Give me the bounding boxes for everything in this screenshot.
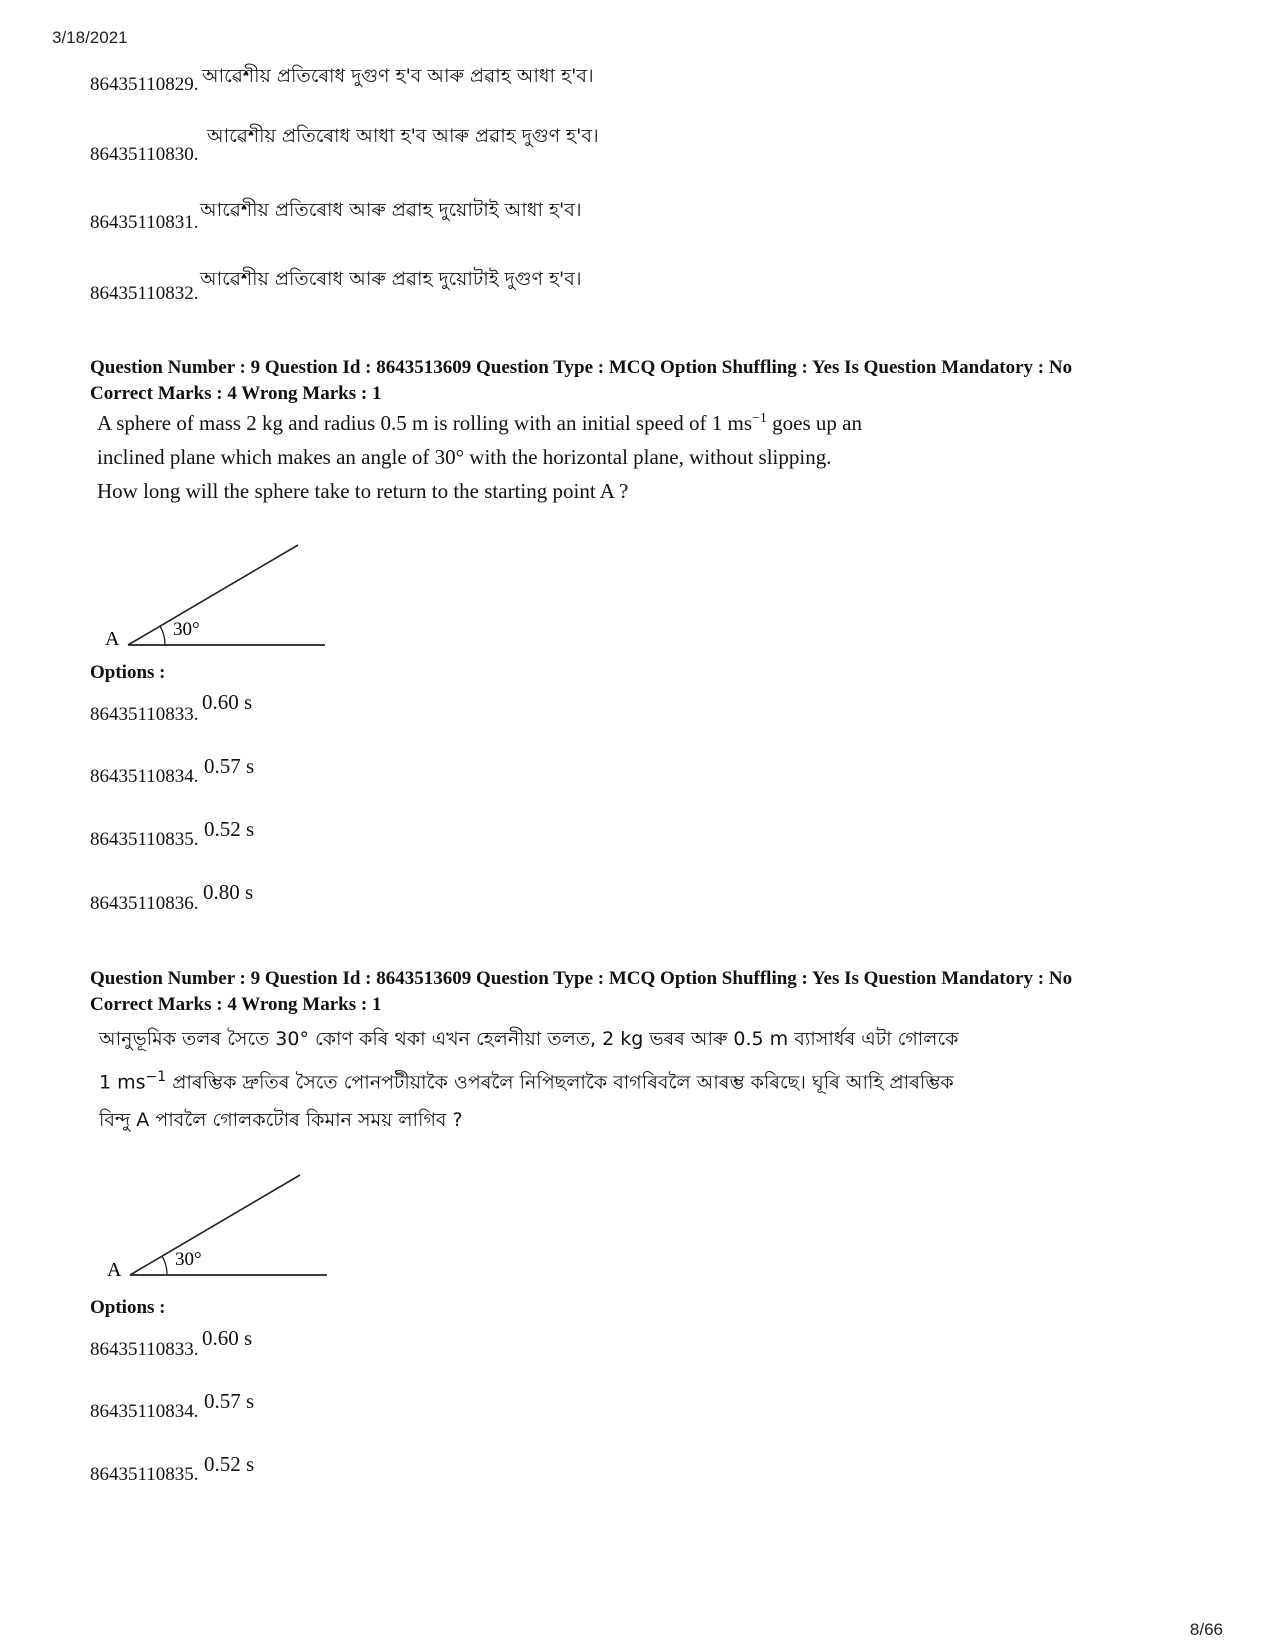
option-id: 86435110836. [90, 893, 199, 914]
angle-arc [162, 1256, 167, 1275]
option-text: 0.80 s [203, 880, 254, 904]
option-text: আৱেশীয় প্ৰতিৰোধ আৰু প্ৰৱাহ দুয়োটাই দুগুণ হ'ব। [200, 268, 582, 290]
page-number: 8/66 [1189, 1620, 1223, 1639]
option-id: 86435110831. [90, 212, 199, 233]
question-body [99, 1020, 958, 1139]
option-id: 86435110835. [90, 829, 199, 850]
option-text: 0.57 s [204, 1389, 255, 1413]
angle-arc [160, 626, 165, 645]
question-body-line1: A sphere of mass 2 kg and radius 0.5 m is rolling with an initial speed of 1 $ms^{-1}$ goes up an [97, 411, 862, 435]
option-id: 86435110833. [90, 1339, 199, 1360]
option-id: 86435110834. [90, 766, 199, 787]
question-body-line2: inclined plane which makes an angle of 30° with the horizontal plane, without slipping. [97, 445, 832, 469]
option-id: 86435110829. [90, 74, 199, 95]
option-id: 86435110830. [90, 144, 199, 165]
option-text: 0.52 s [204, 1452, 255, 1476]
option-id: 86435110834. [90, 1401, 199, 1422]
print-date: 3/18/2021 [52, 28, 128, 47]
option-text: 0.60 s [202, 690, 253, 714]
incline-line [128, 545, 298, 645]
point-label: A [107, 1259, 122, 1281]
incline-diagram [95, 535, 340, 660]
question-body [97, 402, 862, 508]
option-id: 86435110832. [90, 283, 199, 304]
incline-diagram [97, 1165, 342, 1290]
question-body-line2: 1 $ms^{-1}$ প্ৰাৰম্ভিক দ্ৰুতিৰ সৈতে পোনপটীয়াকৈ ওপৰলৈ নিপিছলাকৈ বাগৰিবলৈ আৰম্ভ কৰিছে। ঘূৰি আহি প্ৰাৰম্ভিক [99, 1069, 954, 1094]
question-header-line2: Correct Marks : 4 Wrong Marks : 1 [90, 383, 382, 404]
options-label: Options : [90, 1297, 166, 1318]
question-header-line2: Correct Marks : 4 Wrong Marks : 1 [90, 994, 382, 1015]
option-text: 0.52 s [204, 817, 255, 841]
question-body-line1: আনুভূমিক তলৰ সৈতে 30° কোণ কৰি থকা এখন হেলনীয়া তলত, 2 kg ভৰৰ আৰু 0.5 m ব্যাসাৰ্ধৰ এটা গোলকে [99, 1028, 959, 1050]
options-label: Options : [90, 662, 166, 683]
option-id: 86435110833. [90, 704, 199, 725]
option-text: 0.57 s [204, 754, 255, 778]
option-id: 86435110835. [90, 1464, 199, 1485]
question-body-line3: How long will the sphere take to return to the starting point A ? [97, 479, 629, 503]
question-header-line1: Question Number : 9 Question Id : 8643513609 Question Type : MCQ Option Shuffling : Yes Is Question Mandatory : No [90, 357, 1073, 378]
angle-label: 30° [175, 1249, 202, 1270]
option-text: 0.60 s [202, 1326, 253, 1350]
option-text: আৱেশীয় প্ৰতিৰোধ আৰু প্ৰৱাহ দুয়োটাই আধা হ'ব। [200, 199, 582, 221]
angle-label: 30° [173, 619, 200, 640]
option-text: আৱেশীয় প্ৰতিৰোধ আধা হ'ব আৰু প্ৰৱাহ দুগুণ হ'ব। [207, 125, 599, 147]
question-body-line3: বিন্দু A পাবলৈ গোলকটোৰ কিমান সময় লাগিব ? [99, 1109, 463, 1132]
question-header-line1: Question Number : 9 Question Id : 8643513609 Question Type : MCQ Option Shuffling : Yes Is Question Mandatory : No [90, 968, 1073, 989]
option-text: আৱেশীয় প্ৰতিৰোধ দুগুণ হ'ব আৰু প্ৰৱাহ আধা হ'ব। [202, 65, 594, 87]
incline-line [130, 1175, 300, 1275]
point-label: A [105, 628, 120, 650]
